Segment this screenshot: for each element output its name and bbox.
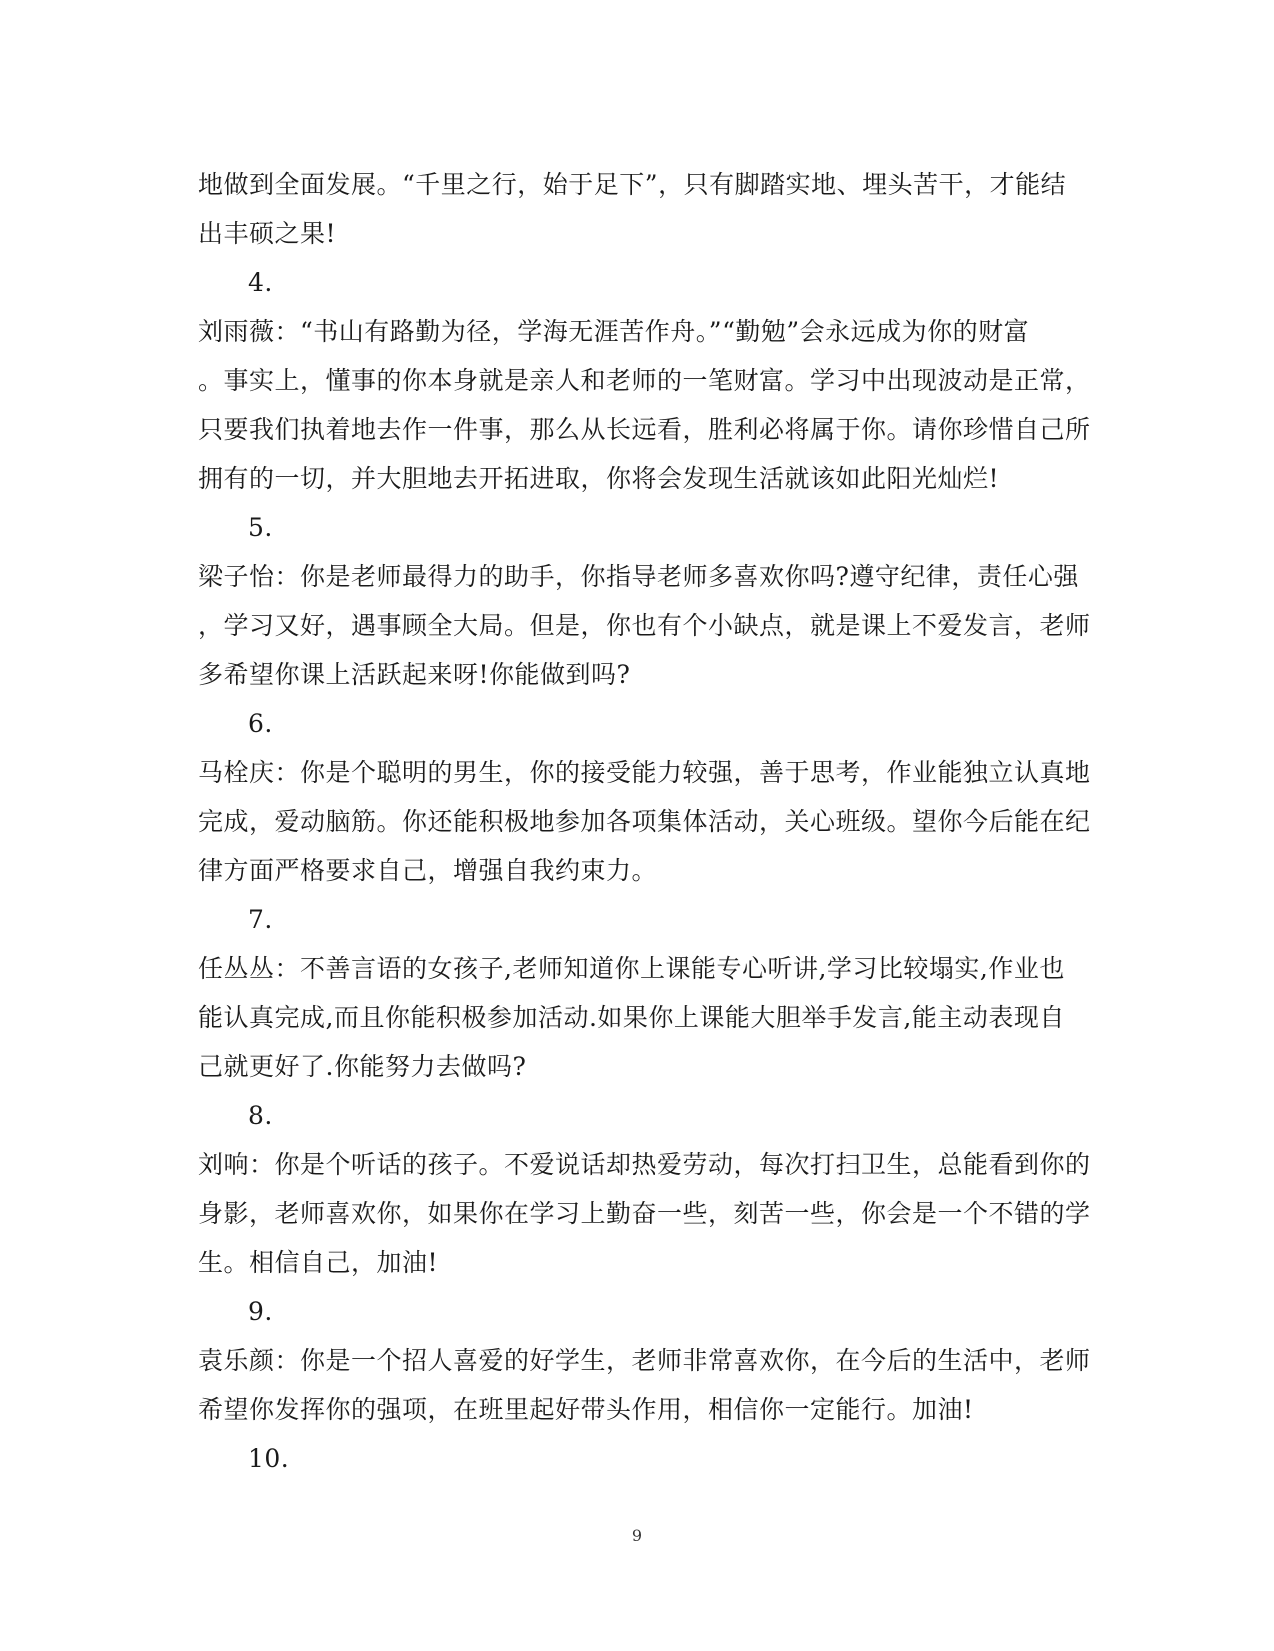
text-line: 刘雨薇：“书山有路勤为径，学海无涯苦作舟。”“勤勉”会永远成为你的财富 bbox=[198, 317, 1030, 346]
item-number: 7. bbox=[248, 905, 273, 934]
item-number: 9. bbox=[248, 1297, 273, 1326]
text-line: 马栓庆：你是个聪明的男生，你的接受能力较强，善于思考，作业能独立认真地 bbox=[198, 758, 1091, 787]
document-body bbox=[198, 160, 1091, 1483]
text-line: 能认真完成,而且你能积极参加活动.如果你上课能大胆举手发言,能主动表现自 bbox=[198, 1003, 1065, 1032]
item-number: 8. bbox=[248, 1101, 273, 1130]
text-line: 刘响：你是个听话的孩子。不爱说话却热爱劳动，每次打扫卫生，总能看到你的 bbox=[198, 1150, 1091, 1179]
text-line: ，学习又好，遇事顾全大局。但是，你也有个小缺点，就是课上不爱发言，老师 bbox=[198, 611, 1091, 640]
text-line: 律方面严格要求自己，增强自我约束力。 bbox=[198, 856, 658, 885]
text-line: 完成，爱动脑筋。你还能积极地参加各项集体活动，关心班级。望你今后能在纪 bbox=[198, 807, 1091, 836]
text-line: 梁子怡：你是老师最得力的助手，你指导老师多喜欢你吗?遵守纪律，责任心强 bbox=[198, 562, 1079, 591]
text-line: 身影，老师喜欢你，如果你在学习上勤奋一些，刻苦一些，你会是一个不错的学 bbox=[198, 1199, 1091, 1228]
text-line: 生。相信自己，加油! bbox=[198, 1248, 439, 1277]
text-line: 己就更好了.你能努力去做吗? bbox=[198, 1052, 527, 1081]
text-line: 希望你发挥你的强项，在班里起好带头作用，相信你一定能行。加油! bbox=[198, 1395, 974, 1424]
item-number: 6. bbox=[248, 709, 273, 738]
item-number: 5. bbox=[248, 513, 273, 542]
text-line: 任丛丛：不善言语的女孩子,老师知道你上课能专心听讲,学习比较塌实,作业也 bbox=[198, 954, 1065, 983]
text-line: 地做到全面发展。“千里之行，始于足下”，只有脚踏实地、埋头苦干，才能结 bbox=[198, 170, 1067, 199]
text-line: 袁乐颜：你是一个招人喜爱的好学生，老师非常喜欢你，在今后的生活中，老师 bbox=[198, 1346, 1091, 1375]
text-line: 多希望你课上活跃起来呀!你能做到吗? bbox=[198, 660, 631, 689]
text-line: 只要我们执着地去作一件事，那么从长远看，胜利必将属于你。请你珍惜自己所 bbox=[198, 415, 1091, 444]
text-line: 拥有的一切，并大胆地去开拓进取，你将会发现生活就该如此阳光灿烂! bbox=[198, 464, 1000, 493]
text-line: 。事实上，懂事的你本身就是亲人和老师的一笔财富。学习中出现波动是正常， bbox=[198, 366, 1091, 395]
item-number: 4. bbox=[248, 268, 273, 297]
item-number: 10. bbox=[248, 1444, 290, 1473]
text-line: 出丰硕之果! bbox=[198, 219, 337, 248]
page-number: 9 bbox=[631, 1526, 643, 1545]
